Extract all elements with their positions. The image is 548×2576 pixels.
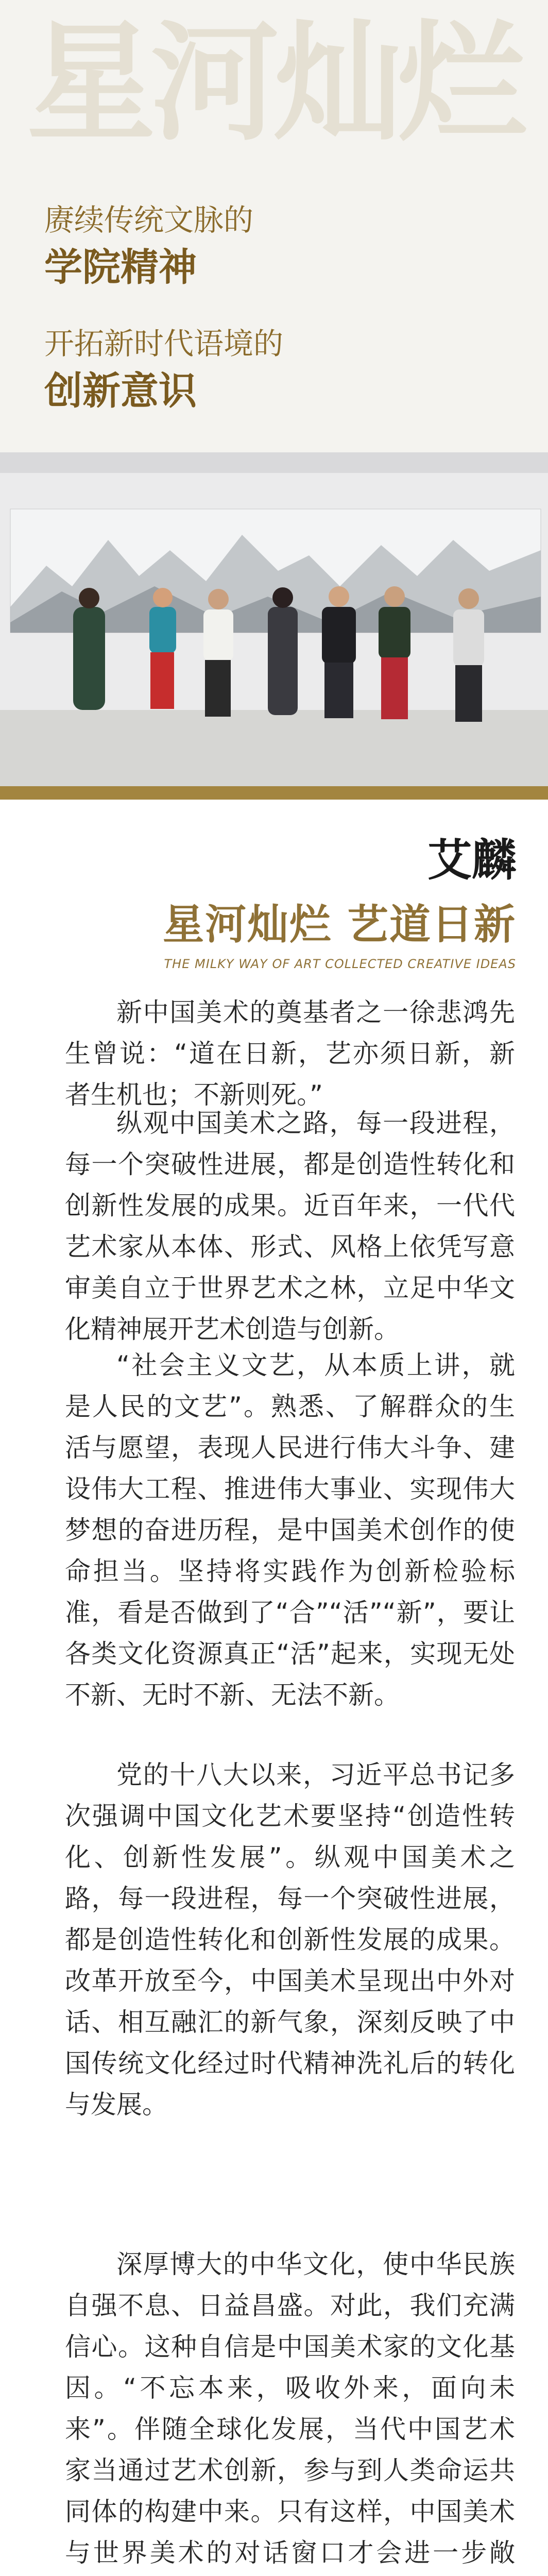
hero-banner [0,0,548,452]
paragraph: 纵观中国美术之路，每一段进程，每一个突破性进展，都是创造性转化和创新性发展的成果。近百年来，一代代艺术家从本体、形式、风格上依凭写意审美自立于世界艺术之林，立足中华文化精神展开艺术创造与创新。 [65,1108,515,1344]
hero-line2-big: 创新意识 [44,369,197,413]
author-name: 艾麟 [427,834,516,886]
article-subtitle: THE MILKY WAY OF ART COLLECTED CREATIVE IDEAS [164,957,516,971]
group-photo [0,452,548,786]
paragraph: 党的十八大以来，习近平总书记多次强调中国文化艺术要坚持“创造性转化、创新性发展”。纵观中国美术之路，每一段进程，每一个突破性进展，都是创造性转化和创新性发展的成果。改革开放至今，中国美术呈现出中外对话、相互融汇的新气象，深刻反映了中国传统文化经过时代精神洗礼后的转化与发展。 [65,1760,515,2120]
hero-line2-small: 开拓新时代语境的 [44,326,284,361]
hero-watermark: 星河灿烂 [27,7,521,158]
group-photo-illustration [0,452,548,786]
hero-line1-big: 学院精神 [44,245,197,290]
article-title: 星河灿烂 艺道日新 [163,901,516,948]
paragraph: “社会主义文艺，从本质上讲，就是人民的文艺”。熟悉、了解群众的生活与愿望，表现人民进行伟大斗争、建设伟大工程、推进伟大事业、实现伟大梦想的奋进历程，是中国美术创作的使命担当。坚持将实践作为创新检验标准，看是否做到了“合”“活”“新”，要让各类文化资源真正“活”起来，实现无处不新、无时不新、无法不新。 [65,1350,515,1710]
paragraph: 深厚博大的中华文化，使中华民族自强不息、日益昌盛。对此，我们充满信心。这种自信是中国美术家的文化基因。“不忘本来，吸收外来，面向未来”。伴随全球化发展，当代中国艺术家当通过艺术创新，参与到人类命运共同体的构建中来。只有这样，中国美术与世界美术的对话窗口才会进一步敞 [65,2249,515,2568]
gold-divider [0,786,548,800]
paragraph: 新中国美术的奠基者之一徐悲鸿先生曾说：“道在日新，艺亦须日新，新者生机也；不新则死。” [65,997,515,1110]
hero-line1-small: 赓续传统文脉的 [44,202,254,238]
